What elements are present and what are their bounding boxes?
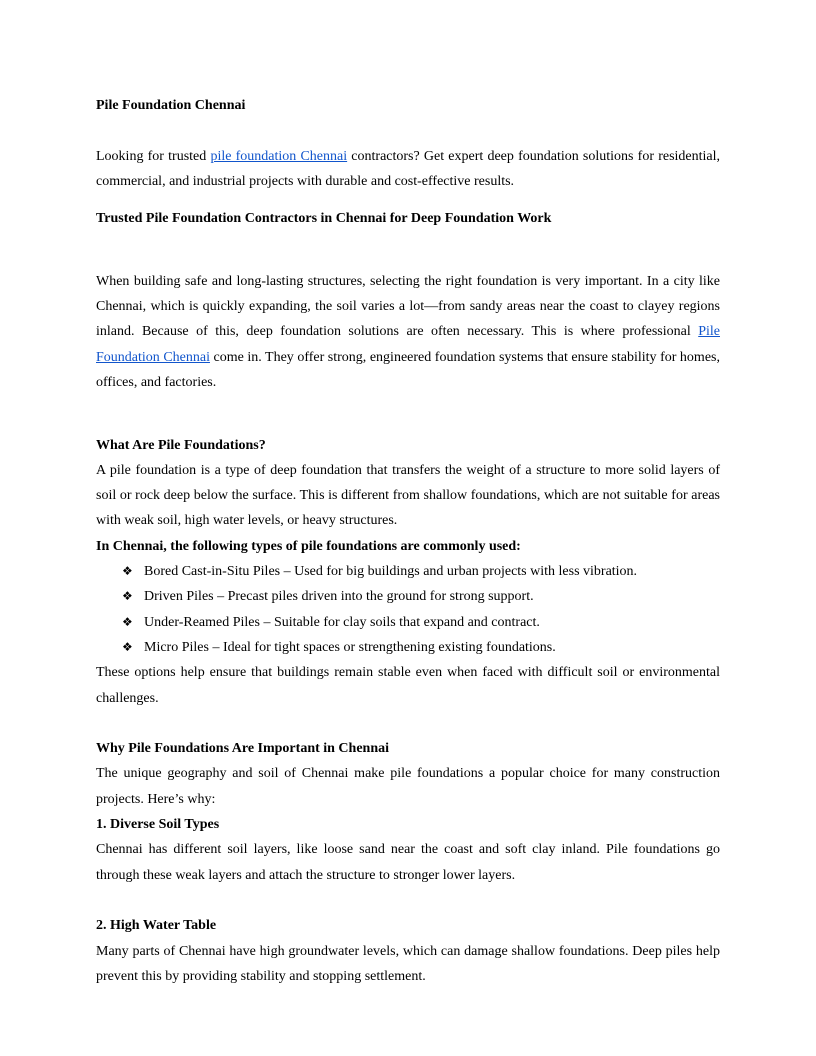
list-item: ❖ Bored Cast-in-Situ Piles – Used for big buildings and urban projects with less vibration. <box>96 559 720 584</box>
heading-types: In Chennai, the following types of pile foundations are commonly used: <box>96 538 521 554</box>
options-paragraph: These options help ensure that buildings remain stable even when faced with difficult soil or environmental challenges. <box>96 665 720 706</box>
diamond-bullet-icon: ❖ <box>122 589 133 604</box>
diamond-bullet-icon: ❖ <box>122 564 133 579</box>
intro-paragraph <box>96 144 720 195</box>
heading-what: What Are Pile Foundations? <box>96 437 266 453</box>
building-text-before: When building safe and long-lasting structures, selecting the right foundation is very important. In a city like Chennai, which is quickly expanding, the soil varies a lot—from sandy areas near the coast to clayey regions inland. Because of this, deep foundation solutions are often necessary. This is where professional <box>96 273 720 340</box>
page-title: Pile Foundation Chennai <box>96 98 246 113</box>
list-item: ❖ Under-Reamed Piles – Suitable for clay soils that expand and contract. <box>96 610 720 635</box>
diamond-bullet-icon: ❖ <box>122 639 133 654</box>
reason2-heading: 2. High Water Table <box>96 918 217 934</box>
why-paragraph: The unique geography and soil of Chennai make pile foundations a popular choice for many construction projects. Here’s why: <box>96 766 720 807</box>
pile-foundation-chennai-link-2[interactable]: Pile Foundation Chennai <box>96 324 720 365</box>
document-page <box>96 93 720 989</box>
building-text-after: come in. They offer strong, engineered foundation systems that ensure stability for homes, offices, and factories. <box>96 349 720 390</box>
list-item: ❖ Driven Piles – Precast piles driven into the ground for strong support. <box>96 584 720 609</box>
heading-trusted: Trusted Pile Foundation Contractors in Chennai for Deep Foundation Work <box>96 211 552 227</box>
intro-text-before: Looking for trusted <box>96 148 211 164</box>
reason1-paragraph: Chennai has different soil layers, like loose sand near the coast and soft clay inland. Pile foundations go through these weak layers and attach the structure to stronger lower layers. <box>96 842 720 883</box>
heading-why: Why Pile Foundations Are Important in Chennai <box>96 741 390 757</box>
types-list <box>96 559 720 660</box>
reason1-heading: 1. Diverse Soil Types <box>96 817 220 833</box>
reason2-paragraph: Many parts of Chennai have high groundwater levels, which can damage shallow foundations. Deep piles help prevent this by providing stability and stopping settlement. <box>96 943 720 984</box>
list-item: ❖ Micro Piles – Ideal for tight spaces or strengthening existing foundations. <box>96 635 720 660</box>
pile-foundation-chennai-link[interactable]: pile foundation Chennai <box>210 148 348 164</box>
intro-text-after: contractors? Get expert deep foundation solutions for residential, commercial, and industrial projects with durable and cost-effective results. <box>96 148 720 189</box>
what-paragraph: A pile foundation is a type of deep foundation that transfers the weight of a structure to more solid layers of soil or rock deep below the surface. This is different from shallow foundations, which are not suitable for areas with weak soil, high water levels, or heavy structures. <box>96 462 720 529</box>
diamond-bullet-icon: ❖ <box>122 614 133 629</box>
building-paragraph <box>96 269 720 395</box>
